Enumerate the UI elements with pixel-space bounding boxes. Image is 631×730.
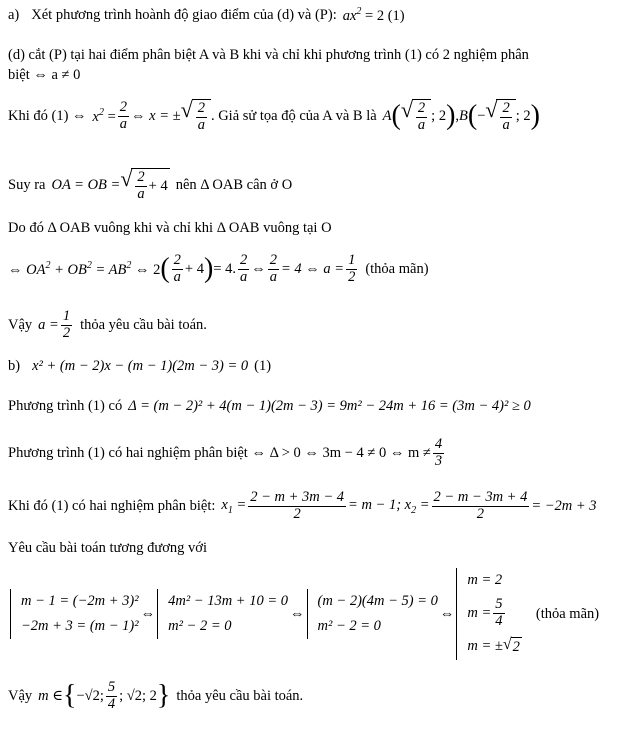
part-a-conclusion: Vậy a = $\frac{1}{2}$ thỏa yêu cầu bài toán. xyxy=(8,308,207,341)
equation-systems: m − 1 = (−2m + 3)² −2m + 3 = (m − 1)² ⇔ 4m² − 13m + 10 = 0 m² − 2 = 0 ⇔ (m − 2)(4m − 5) = 0 m² − 2 = 0 ⇔ m = 2 m = $\frac{5}{4}$ m = ± √ 2 (thỏa mãn) xyxy=(8,566,599,662)
system-1: m − 1 = (−2m + 3)² −2m + 3 = (m − 1)² xyxy=(10,589,139,639)
part-b-condition: Phương trình (1) có hai nghiệm phân biệt ⇔ Δ > 0 ⇔ 3m − 4 ≠ 0 ⇔ m ≠ $\frac{4}{3}$ xyxy=(8,436,443,469)
part-a-line-5: Suy ra OA = OB = √ $\frac{2}{a}$ + 4 nên Δ OAB cân ở O xyxy=(8,166,293,202)
part-a-line-6: Do đó Δ OAB vuông khi và chỉ khi Δ OAB vuông tại O xyxy=(8,220,332,236)
system-3: (m − 2)(4m − 5) = 0 m² − 2 = 0 xyxy=(307,589,438,639)
system-4: m = 2 m = $\frac{5}{4}$ m = ± √ 2 xyxy=(456,568,522,659)
equation: $ax^2 = 2$ (1) xyxy=(342,6,405,24)
part-b-equation: b) x² + (m − 2)x − (m − 1)(2m − 3) = 0 (1) xyxy=(8,358,272,374)
part-a-line-1 xyxy=(8,6,405,25)
part-a-line-2: (d) cắt (P) tại hai điểm phân biệt A và B khi và chỉ khi phương trình (1) có 2 nghiệm phân xyxy=(8,47,529,63)
part-b-conclusion: Vậy m ∈ { −√2; $\frac{5}{4}$ ; √2; 2 } thỏa yêu cầu bài toán. xyxy=(8,679,304,712)
part-a-line-4: Khi đó (1) ⇔ $x^2$ = $\frac{2}{a}$ ⇔ x = ± √ $\frac{2}{a}$ . Giả sử tọa độ của A và B là A ( √ $\frac{2}{a}$ ; 2 ) , B ( − √ $\frac{2}{a}$ ; 2 ) xyxy=(8,97,540,133)
part-b-requirement: Yêu cầu bài toán tương đương với xyxy=(8,540,207,556)
part-a-line-7: ⇔ $OA^2 + OB^2 = AB^2$ ⇔ 2 ( $\frac{2}{a}$ + 4 ) = 4. $\frac{2}{a}$ ⇔ $\frac{2}{a}$ = 4 ⇔ a = $\frac{1}{2}$ (thỏa mãn) xyxy=(8,252,429,285)
part-b-roots: Khi đó (1) có hai nghiệm phân biệt: $x_1$ = $\frac{2 - m + 3m - 4}{2}$ = m − 1; $x_2$ = $\frac{2 - m - 3m + 4}{2}$ = −2m + 3 xyxy=(8,489,597,522)
part-a-line-3: biệt ⇔ a ≠ 0 xyxy=(8,67,81,83)
text: Xét phương trình hoành độ giao điểm của (d) và (P): xyxy=(31,6,337,23)
system-2: 4m² − 13m + 10 = 0 m² − 2 = 0 xyxy=(157,589,288,639)
label-a: a) xyxy=(8,6,20,23)
part-b-discriminant: Phương trình (1) có Δ = (m − 2)² + 4(m − 1)(2m − 3) = 9m² − 24m + 16 = (3m − 4)² ≥ 0 xyxy=(8,398,531,414)
